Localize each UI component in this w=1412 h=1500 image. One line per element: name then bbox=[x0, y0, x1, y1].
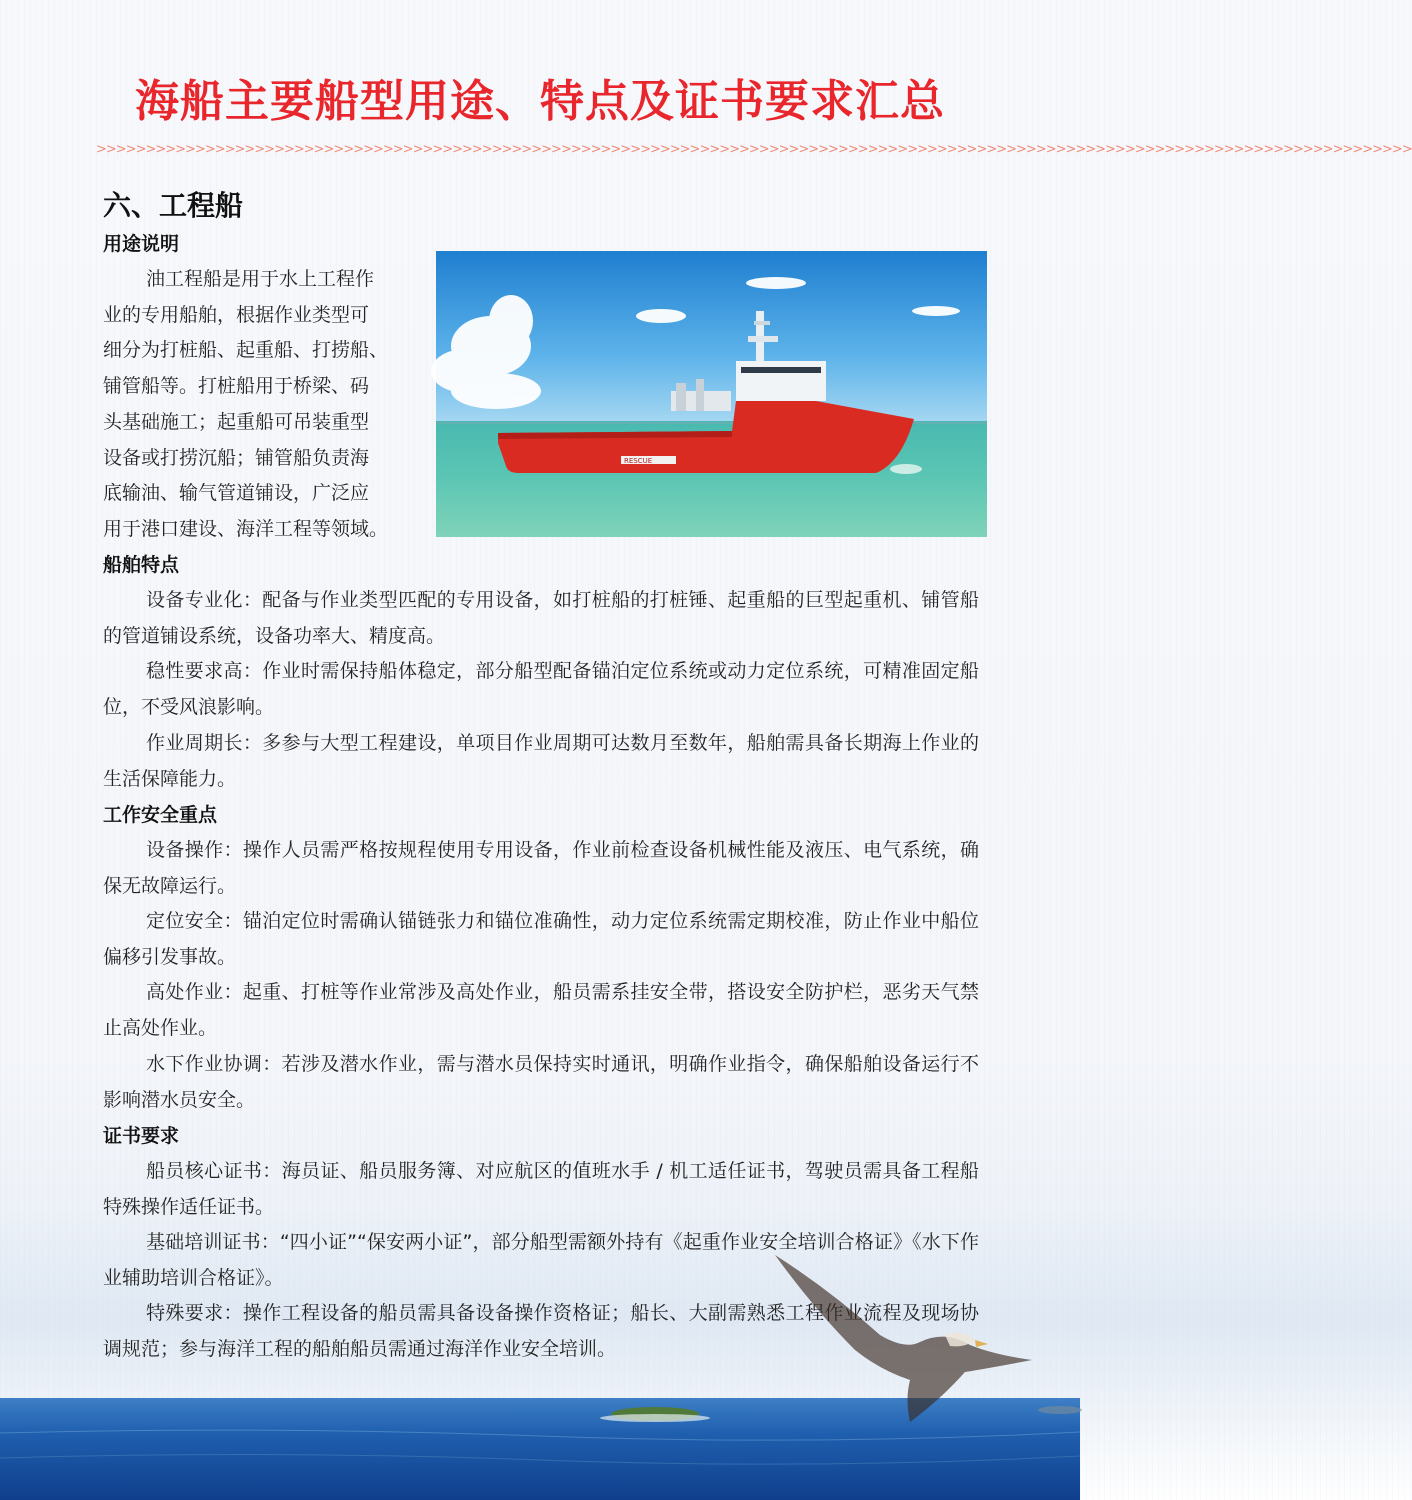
certificates-paragraph-3: 特殊要求：操作工程设备的船员需具备设备操作资格证；船长、大副需熟悉工程作业流程及现场协调规范；参与海洋工程的船舶船员需通过海洋作业安全培训。 bbox=[103, 1302, 979, 1360]
usage-line: 用于港口建设、海洋工程等领域。 bbox=[103, 517, 389, 540]
usage-line: 业的专用船舶，根据作业类型可 bbox=[103, 303, 370, 326]
engineering-ship-photo bbox=[436, 251, 987, 537]
features-paragraph-2: 稳性要求高：作业时需保持船体稳定，部分船型配备锚泊定位系统或动力定位系统，可精准固定船位，不受风浪影响。 bbox=[103, 660, 979, 718]
safety-paragraph-2: 定位安全：锚泊定位时需确认锚链张力和锚位准确性，动力定位系统需定期校准，防止作业中船位偏移引发事故。 bbox=[103, 910, 979, 968]
safety-paragraph-3: 高处作业：起重、打桩等作业常涉及高处作业，船员需系挂安全带，搭设安全防护栏，恶劣天气禁止高处作业。 bbox=[103, 981, 979, 1039]
usage-line: 底输油、输气管道铺设，广泛应 bbox=[103, 482, 370, 505]
title-divider: >>>>>>>>>>>>>>>>>>>>>>>>>>>>>>>>>>>>>>>>>>>>>>>>>>>>>>>>>>>>>>>>>>>>>>>>>>>>>>>>>>>>>>>>>>>>>>>>>>>>>>>>>>>>>>>>>>>>>>>>>>>>>>>>>>>>> bbox=[96, 142, 1412, 157]
usage-paragraph bbox=[103, 262, 415, 548]
certificates-paragraph-2: 基础培训证书：“四小证”“保安两小证”，部分船型需额外持有《起重作业安全培训合格证》《水下作业辅助培训合格证》。 bbox=[103, 1231, 979, 1289]
usage-line: 油工程船是用于水上工程作 bbox=[146, 268, 375, 290]
section-title: 六、工程船 bbox=[103, 189, 244, 222]
certificates-paragraph-1: 船员核心证书：海员证、船员服务簿、对应航区的值班水手 / 机工适任证书，驾驶员需具备工程船特殊操作适任证书。 bbox=[103, 1160, 979, 1218]
features-paragraph-3: 作业周期长：多参与大型工程建设，单项目作业周期可达数月至数年，船舶需具备长期海上作业的生活保障能力。 bbox=[103, 732, 979, 790]
hull-text: RESCUE bbox=[624, 457, 653, 465]
page-title: 海船主要船型用途、特点及证书要求汇总 bbox=[135, 76, 945, 127]
features-heading: 船舶特点 bbox=[103, 554, 180, 576]
usage-line: 设备或打捞沉船；铺管船负责海 bbox=[103, 446, 370, 469]
usage-line: 细分为打桩船、起重船、打捞船、 bbox=[103, 339, 389, 362]
usage-heading: 用途说明 bbox=[103, 233, 180, 255]
safety-heading: 工作安全重点 bbox=[103, 804, 218, 826]
safety-paragraph-1: 设备操作：操作人员需严格按规程使用专用设备，作业前检查设备机械性能及液压、电气系统，确保无故障运行。 bbox=[103, 839, 979, 897]
features-paragraph-1: 设备专业化：配备与作业类型匹配的专用设备，如打桩船的打桩锤、起重船的巨型起重机、铺管船的管道铺设系统，设备功率大、精度高。 bbox=[103, 589, 979, 647]
usage-line: 铺管船等。打桩船用于桥梁、码 bbox=[103, 375, 370, 398]
safety-paragraph-4: 水下作业协调：若涉及潜水作业，需与潜水员保持实时通讯，明确作业指令，确保船舶设备运行不影响潜水员安全。 bbox=[103, 1053, 979, 1111]
eagle-illustration bbox=[770, 1250, 1040, 1430]
certificates-heading: 证书要求 bbox=[103, 1125, 180, 1147]
usage-line: 头基础施工；起重船可吊装重型 bbox=[103, 410, 370, 433]
